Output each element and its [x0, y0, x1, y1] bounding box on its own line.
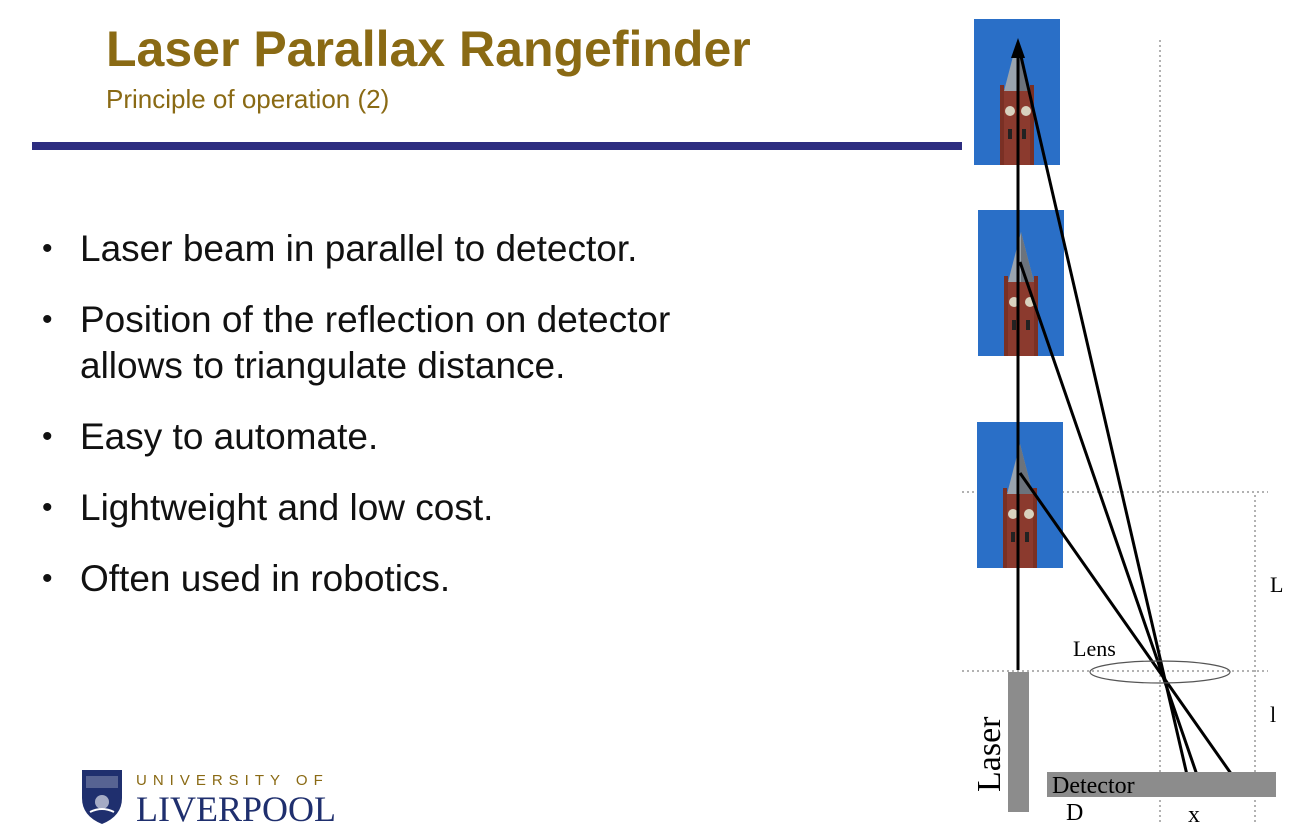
slide-subtitle: Principle of operation (2)	[106, 84, 390, 114]
reflected-ray-near	[1020, 473, 1232, 775]
logo-liverpool: LIVERPOOL	[136, 789, 336, 829]
distance-l-label: l	[1270, 702, 1277, 727]
lens-label: Lens	[1073, 636, 1116, 661]
logo-university-of: UNIVERSITY OF	[136, 772, 329, 789]
distance-L-label: L	[1270, 572, 1284, 597]
bullet-item: • Position of the reflection on detector allows to triangulate distance.	[40, 297, 760, 389]
bullet-list	[40, 226, 760, 627]
title-divider	[32, 142, 962, 150]
bullet-item: • Laser beam in parallel to detector.	[40, 226, 760, 272]
detector-label: Detector	[1052, 773, 1135, 799]
offset-D-label: D	[1066, 800, 1084, 826]
laser-label: Laser	[971, 716, 1008, 792]
bullet-item: • Often used in robotics.	[40, 556, 760, 602]
laser-body	[1008, 672, 1029, 812]
target-tower-near	[977, 422, 1063, 568]
shield-icon	[80, 768, 124, 826]
bullet-item: • Easy to automate.	[40, 414, 760, 460]
slide-title: Laser Parallax Rangefinder	[106, 21, 751, 77]
target-tower-mid	[978, 210, 1064, 356]
offset-x-label: x	[1188, 802, 1200, 828]
university-logo	[80, 768, 340, 828]
reflected-ray-far	[1020, 52, 1187, 775]
rangefinder-diagram	[940, 0, 1302, 831]
bullet-item: • Lightweight and low cost.	[40, 485, 760, 531]
